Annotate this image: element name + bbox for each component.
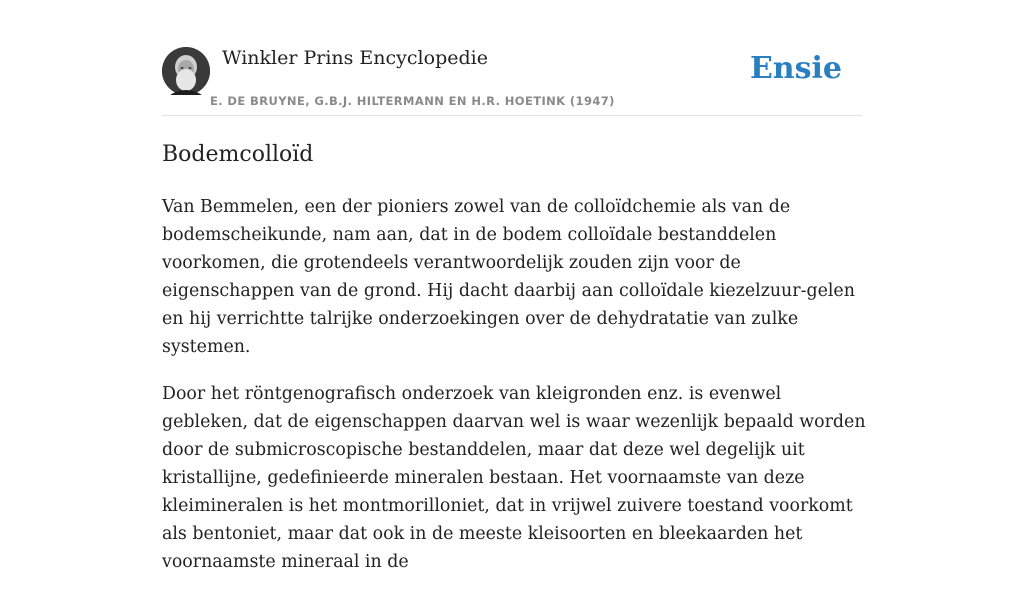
source-title[interactable]: Winkler Prins Encyclopedie: [222, 47, 488, 69]
article-paragraph-2: Door het röntgenografisch onderzoek van kleigronden enz. is evenwel gebleken, dat de eigenschappen daarvan wel is waar wezenlijk bepaald worden door de submicroscopische bestanddelen, maar dat deze wel degelijk uit kristallijne, gedefinieerde mineralen bestaan. Het voornaamste van deze kleimineralen is het montmorilloniet, dat in vrijwel zuivere toestand voorkomt als bentoniet, maar dat ook in de meeste kleisoorten en bleekaarden het voornaamste mineraal in de: [162, 384, 866, 572]
article-content: [162, 139, 867, 595]
header-divider: [162, 115, 862, 116]
article-paragraph-1: Van Bemmelen, een der pioniers zowel van de colloïdchemie als van de bodemscheikunde, nam aan, dat in de bodem colloïdale bestanddelen voorkomen, die grotendeels verantwoordelijk zouden zijn voor de eigenschappen van de grond. Hij dacht daarbij aan colloïdale kiezelzuur-gelen en hij verrichtte talrijke onderzoekingen over de dehydratatie van zulke systemen.: [162, 197, 855, 357]
article-title: Bodemcolloïd: [162, 142, 314, 167]
author-avatar[interactable]: [162, 47, 210, 95]
source-header: [162, 45, 862, 115]
source-authors: E. DE BRUYNE, G.B.J. HILTERMANN EN H.R. HOETINK (1947): [210, 94, 615, 108]
portrait-icon: [162, 47, 210, 95]
brand-logo[interactable]: Ensie: [749, 51, 842, 86]
